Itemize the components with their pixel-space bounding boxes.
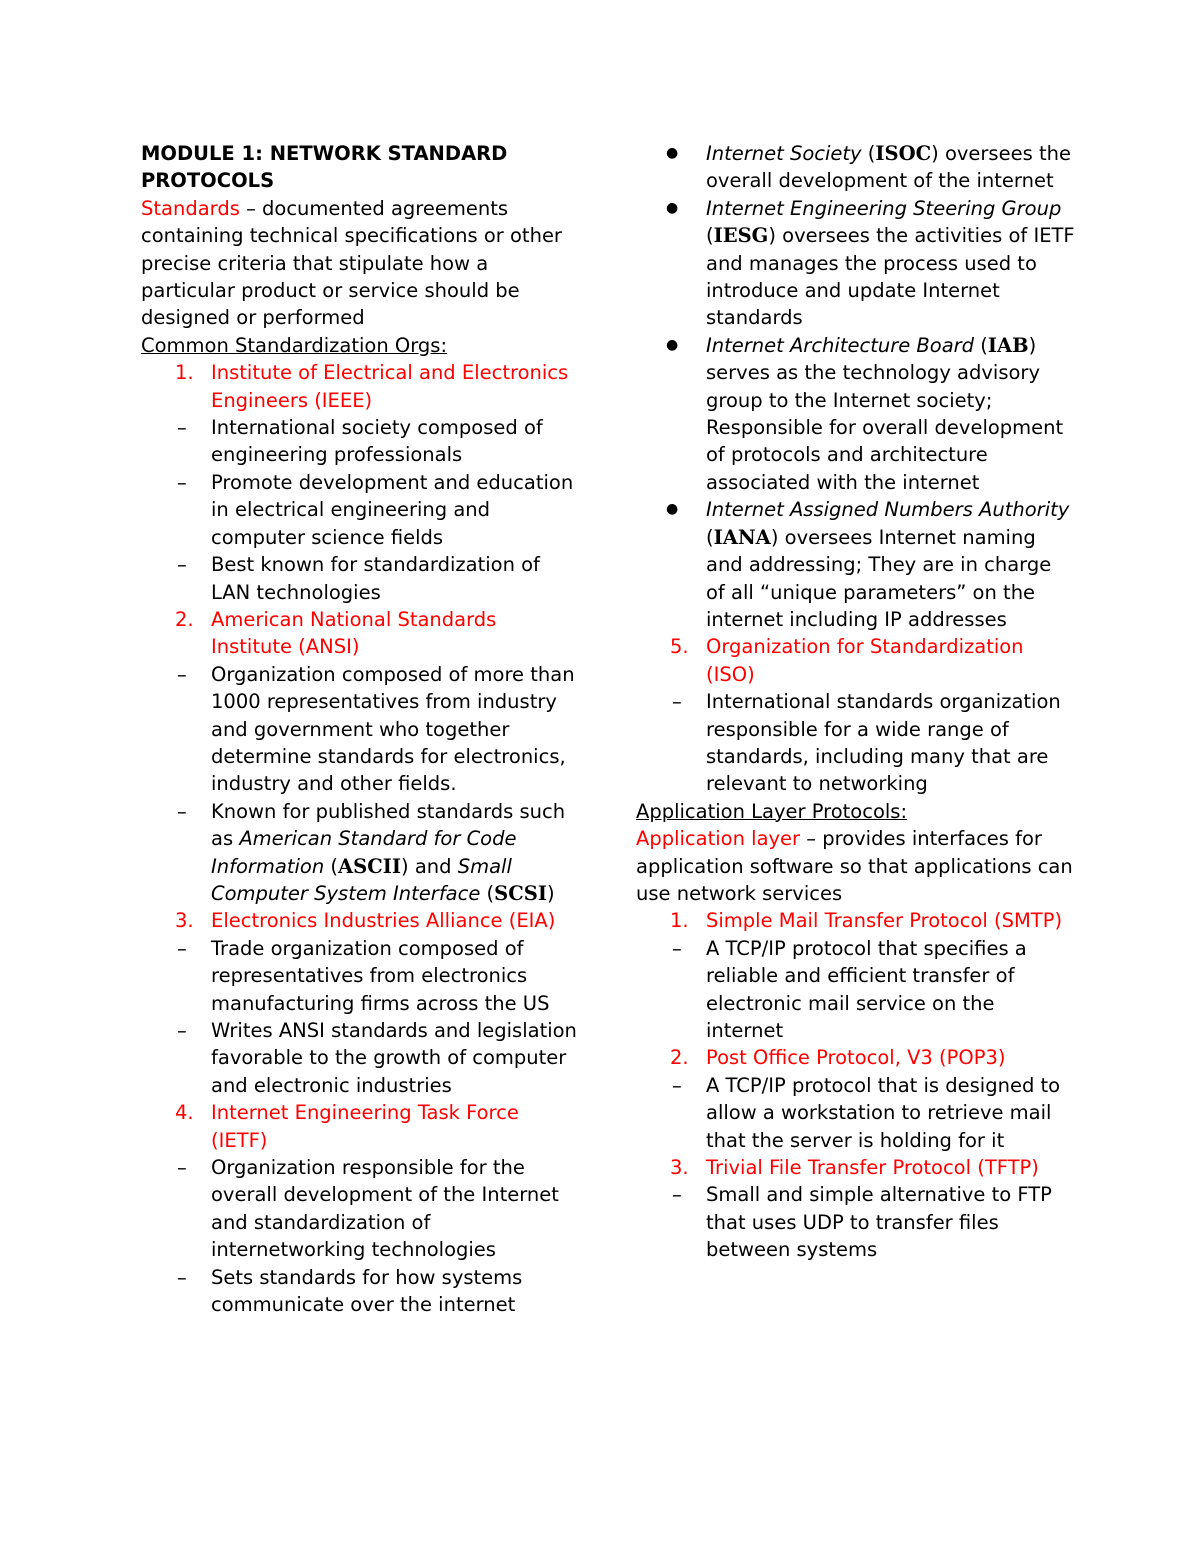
bullet-iesg: ● Internet Engineering Steering Group (IESG) oversees the activities of IETF and manages the process used to introduce and update Internet standards [636,195,1076,332]
protocol-name: Simple Mail Transfer Protocol (SMTP) [706,909,1063,933]
list-number: 1. [670,909,689,933]
list-number: 3. [670,1156,689,1180]
org-iso [636,633,1076,688]
dash-marker: – [177,553,187,577]
bullet-iab: ● Internet Architecture Board (IAB) serves as the technology advisory group to the Internet society; Responsible for overall development of protocols and architecture associated with the internet [636,332,1076,496]
dash-marker: – [672,1073,682,1097]
list-number: 2. [175,607,194,631]
protocol-name: Trivial File Transfer Protocol (TFTP) [706,1156,1039,1180]
orgs-heading: Common Standardization Orgs: [141,333,448,357]
dash-marker: – [177,1156,187,1180]
dash-marker: – [177,799,187,823]
protocol-pop3 [636,1044,1076,1071]
list-item: – Trade organization composed of representatives from electronics manufacturing firms across the US [141,935,581,1017]
list-item: – Organization composed of more than 1000 representatives from industry and government who together determine standards for electronics, industry and other fields. [141,661,581,798]
standards-text: – documented agreements containing technical specifications or other precise criteria that stipulate how a particular product or service should be designed or performed [141,196,562,330]
dash-marker: – [177,936,187,960]
list-item: – Small and simple alternative to FTP that uses UDP to transfer files between systems [636,1181,1076,1263]
org-name: Electronics Industries Alliance (EIA) [211,909,556,933]
standards-definition [141,195,581,332]
org-ieee [141,359,581,414]
dash-marker: – [177,1265,187,1289]
app-layer-definition: Application layer – provides interfaces for application software so that applications can use network services [636,827,1073,905]
right-column [636,140,1076,1264]
protocol-smtp [636,907,1076,934]
bullet-icon: ● [666,145,679,161]
list-item: – Sets standards for how systems communicate over the internet [141,1264,581,1319]
org-ietf [141,1099,581,1154]
bullet-icon: ● [666,199,679,216]
org-eia [141,907,581,934]
org-name: Organization for Standardization (ISO) [706,635,1024,686]
list-item: – Known for published standards such as American Standard for Code Information (ASCII) and Small Computer System Interface (SCSI) [141,798,581,908]
dash-marker: – [177,470,187,494]
org-name: American National Standards Institute (ANSI) [211,607,497,659]
list-item: – International standards organization responsible for a wide range of standards, including many that are relevant to networking [636,688,1076,798]
list-item: – International society composed of engineering professionals [141,414,581,469]
list-number: 4. [175,1101,194,1125]
list-number: 2. [670,1046,689,1070]
protocol-tftp [636,1154,1076,1181]
list-item: – A TCP/IP protocol that is designed to allow a workstation to retrieve mail that the server is holding for it [636,1072,1076,1154]
dash-marker: – [177,1019,187,1042]
org-name: Institute of Electrical and Electronics Engineers (IEEE) [211,361,569,412]
bullet-icon: ● [666,501,679,518]
dash-marker: – [672,936,682,960]
bullet-icon: ● [666,336,679,353]
list-item: – Best known for standardization of LAN technologies [141,551,581,606]
dash-marker: – [177,662,187,686]
module-title: MODULE 1: NETWORK STANDARD PROTOCOLS [141,142,508,193]
list-number: 3. [175,909,194,933]
standards-term: Standards [141,196,240,220]
org-name: Internet Engineering Task Force (IETF) [211,1101,519,1152]
list-item: – Organization responsible for the overall development of the Internet and standardization of internetworking technologies [141,1154,581,1264]
app-heading: Application Layer Protocols: [636,799,908,823]
list-number: 1. [175,361,194,385]
dash-marker: – [672,1183,682,1207]
list-number: 5. [670,635,689,659]
list-item: – A TCP/IP protocol that specifies a reliable and efficient transfer of electronic mail service on the internet [636,935,1076,1045]
list-item: – Promote development and education in electrical engineering and computer science fields [141,469,581,551]
bullet-iana: ● Internet Assigned Numbers Authority (IANA) oversees Internet naming and addressing; They are in charge of all “unique parameters” on the internet including IP addresses [636,496,1076,633]
app-layer-term: Application layer [636,827,801,851]
protocol-name: Post Office Protocol, V3 (POP3) [706,1046,1006,1070]
dash-marker: – [177,416,187,440]
list-item: – Writes ANSI standards and legislation favorable to the growth of computer and electronic industries [141,1017,581,1099]
bullet-isoc: ● Internet Society (ISOC) oversees the overall development of the internet [636,140,1076,195]
left-column [141,140,581,1318]
dash-marker: – [672,690,682,714]
org-ansi [141,606,581,661]
